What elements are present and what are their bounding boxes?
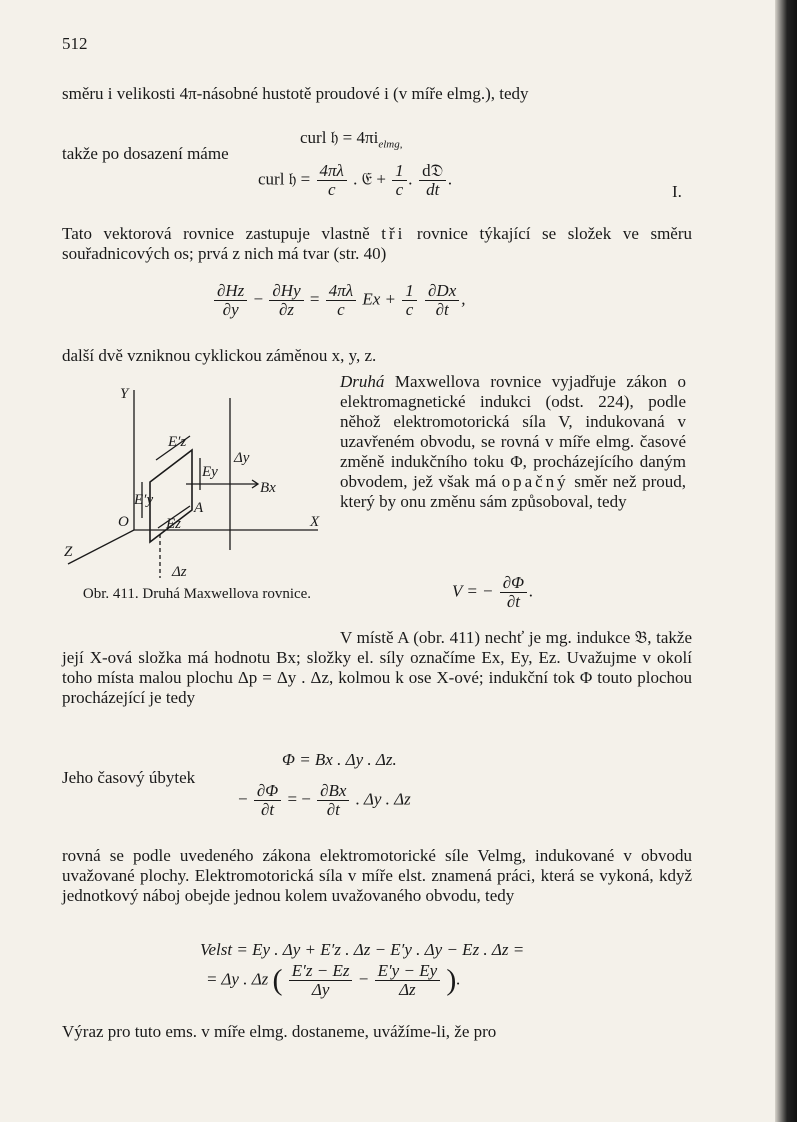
col-text-b: směr než proud, který by onu změnu sám způsoboval, tedy [340,472,686,511]
page-number: 512 [62,34,88,53]
label-Ey: Ey [202,464,218,480]
eq3-frac2-den: ∂z [278,300,295,319]
eq6-frac1-num: E′z − Ez [289,962,353,981]
label-Ey1: E′y [134,492,154,508]
eq6-lead: = Δy . Δz [206,969,269,989]
eq3-frac4-num: 1 [402,282,417,301]
equation-flux-change [238,782,411,819]
col-spaced-word: opačný [501,472,569,491]
eq3-frac3-den: c [337,300,345,319]
eq6-frac2-den: Δz [399,980,416,999]
label-Bx: Bx [260,480,276,496]
eq3-frac4-den: c [405,300,414,319]
label-Z: Z [64,544,73,560]
eq5-frac2-num: ∂Bx [317,782,349,801]
eq1-body: curl 𝔥 = 4πi [300,128,379,147]
eq2-frac2-num: 1 [392,162,407,181]
equation-label-I: I. [672,182,682,201]
label-dy: Δy [234,450,250,466]
eq2-mid: . 𝔈 + [353,169,386,189]
eq3-frac2-num: ∂Hy [269,282,303,301]
eq2-frac1-den: c [327,180,336,199]
paragraph-2: takže po dosazení máme [62,144,229,163]
para3-spaced-word: tři [381,224,406,243]
eq3-frac1-den: ∂y [222,300,239,319]
eq3-frac5-den: ∂t [435,300,449,319]
z-axis [68,530,134,564]
figure-411 [62,378,324,588]
eq5-tail: . Δy . Δz [355,789,411,809]
eq2-frac1-num: 4πλ [317,162,347,181]
label-X: X [310,514,320,530]
eqV-end: . [529,581,534,601]
paragraph-6: Jeho časový úbytek [62,768,196,787]
paragraph-1: směru i velikosti 4π-násobné hustotě proudové i (v míře elmg.), tedy [62,84,529,103]
col-text-a: Maxwellova rovnice vyjadřuje zákon o elektromagnetické indukci (odst. 224), podle něhož elektromotorická síla V, indukovaná v uzavřeném obvodu, se rovná v míře elmg. časové změně indukčního toku Φ, procházejícího daným obvodem, jež však má [340,372,686,491]
eq6-end: . [456,969,461,989]
paragraph-8: Výraz pro tuto ems. v míře elmg. dostaneme, uvážíme-li, že pro [62,1022,497,1041]
paragraph-4: další dvě vzniknou cyklickou záměnou x, y, z. [62,346,377,365]
para3-text-a: Tato vektorová rovnice zastupuje vlastně [62,224,382,243]
eqV-num: ∂Φ [500,574,527,593]
eq2-frac3-den: dt [426,180,440,199]
eq2-lhs: curl 𝔥 = [258,169,311,189]
eq3-frac1-num: ∂Hz [214,282,247,301]
equation-ems-line2: = Δy . Δz ( $\frac{E'z - Ez}{\Delta y}$ − $\frac{E'y - Ey}{\Delta z}$ ). [206,961,461,999]
label-A: A [194,500,204,516]
eq3-end: , [461,289,466,309]
eqV-lhs: V = − [452,581,494,601]
eq6-frac2-num: E′y − Ey [375,962,441,981]
eq5-equals: = − [287,789,311,809]
eq5-frac1-num: ∂Φ [254,782,281,801]
eq2-end: . [448,169,453,189]
eq3-equals: = [309,289,320,309]
eq5-lead: − [238,789,248,809]
paragraph-7: rovná se podle uvedeného zákona elektromotorické síle Velmg, indukované v obvodu uvažované plochy. Elektromotorická síla v míře elst. znamená práci, která se vykoná, když jednotkový náboj obejde jednou kolem uvažovaného obvodu, tedy [62,846,692,905]
paragraph-5: V místě A (obr. 411) nechť je mg. indukce 𝔅, takže její X-ová složka má hodnotu Bx; složky el. síly označíme Ex, Ey, Ez. Uvažujme v okolí toho místa malou plochu Δp = Δy . Δz, kolmou k ose X-ové; indukční tok Φ touto plochou procházející je tedy [62,628,692,707]
label-Ez1: E′z [168,434,187,450]
equation-V [452,574,533,611]
eq1-subscript: elmg, [378,138,403,151]
eq5-frac2-den: ∂t [326,800,340,819]
col-italic-word: Druhá [340,372,385,391]
equation-I: curl 𝔥 = $\frac{4\pi\lambda}{c}$ . 𝔈 + $\frac{1}{c}$ . $\frac{\text{d𝔇}}{dt}$ . [258,161,453,199]
page-edge-shadow [775,0,797,1122]
paragraph-3 [62,224,692,264]
right-column-text [340,372,686,512]
eq3-mid: Ex + [362,289,397,309]
eq6-minus: − [358,969,369,989]
para3-text-b: rovnice týkající se složek ve směru souřadnicových os; prvá z nich má tvar (str. 40) [62,224,692,263]
label-Ez: Ez [166,516,181,532]
eq3-frac5-num: ∂Dx [425,282,459,301]
label-O: O [118,514,129,530]
equation-component [212,282,466,319]
eq5-frac1-den: ∂t [260,800,275,819]
equation-ems-line1: Velst = Ey . Δy + E′z . Δz − E′y . Δy − Ez . Δz = [200,940,525,959]
figure-caption: Obr. 411. Druhá Maxwellova rovnice. [82,586,312,602]
eq2-frac3-num: d𝔇 [419,162,446,181]
eq2-frac2-den: c [395,180,404,199]
eqV-den: ∂t [506,592,521,611]
label-dz: Δz [172,564,187,580]
label-Y: Y [120,386,129,402]
eq3-frac3-num: 4πλ [326,282,356,301]
eq6-frac1-den: Δy [311,980,330,999]
eq3-minus: − [253,289,264,309]
equation-flux: Φ = Bx . Δy . Δz. [282,750,397,769]
